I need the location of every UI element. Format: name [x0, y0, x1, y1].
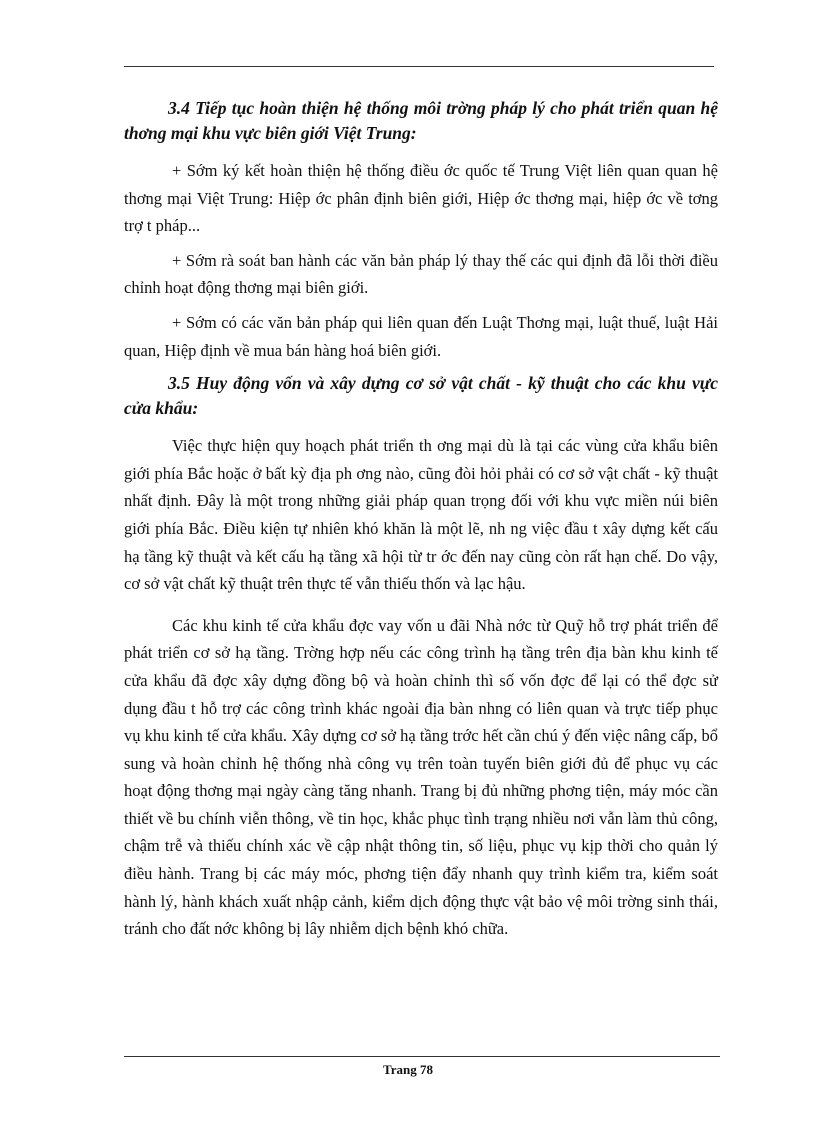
body-paragraph: Việc thực hiện quy hoạch phát triển th ơng mại dù là tại các vùng cửa khẩu biên giới phía Bắc hoặc ở bất kỳ địa ph ơng nào, cũng đòi hỏi phải có cơ sở vật chất - kỹ thuật nhất định. Đây là một trong những giải pháp quan trọng đối với khu vực miền núi biên giới phía Bắc. Điều kiện tự nhiên khó khăn là một lẽ, nh ng việc đầu t xây dựng kết cấu hạ tầng kỹ thuật và kết cấu hạ tầng xã hội từ tr ớc đến nay cũng còn rất hạn chế. Do vậy, cơ sở vật chất kỹ thuật trên thực tế vẫn thiếu thốn và lạc hậu.: [124, 436, 718, 594]
footer-rule: [124, 1056, 720, 1057]
body-paragraph: Các khu kinh tế cửa khẩu đợc vay vốn u đãi Nhà nớc từ Quỹ hỗ trợ phát triển để phát triển cơ sở hạ tầng. Trờng hợp nếu các công trình hạ tầng trên địa bàn khu kinh tế cửa khẩu đã đợc xây dựng đồng bộ và hoàn chỉnh thì số vốn đợc để lại có thể đợc sử dụng đầu t hỗ trợ các công trình khác ngoài địa bàn nhng có liên quan và trực tiếp phục vụ khu kinh tế cửa khẩu. Xây dựng cơ sở hạ tầng trớc hết cần chú ý đến việc nâng cấp, bổ sung và hoàn chỉnh hệ thống nhà công vụ trên toàn tuyến biên giới đủ để phục vụ các hoạt động thơng mại ngày càng tăng nhanh. Trang bị đủ những phơng tiện, máy móc cần thiết về bu chính viễn thông, về tin học, khắc phục tình trạng nhiều nơi vẫn làm thủ công, chậm trễ và thiếu chính xác về cập nhật thông tin, số liệu, phục vụ kịp thời cho quản lý điều hành. Trang bị các máy móc, phơng tiện đẩy nhanh quy trình kiểm tra, kiểm soát hành lý, hành khách xuất nhập cảnh, kiểm dịch động thực vật bảo vệ môi trờng sinh thái, tránh cho đất nớc không bị lây nhiễm dịch bệnh khó chữa.: [124, 615, 718, 939]
list-item: + Sớm rà soát ban hành các văn bản pháp lý thay thế các qui định đã lỗi thời điều chỉnh hoạt động thơng mại biên giới.: [124, 250, 718, 298]
list-item: + Sớm có các văn bản pháp qui liên quan đến Luật Thơng mại, luật thuế, luật Hải quan, Hiệp định về mua bán hàng hoá biên giới.: [124, 312, 718, 360]
list-item: + Sớm ký kết hoàn thiện hệ thống điều ớc quốc tế Trung Việt liên quan quan hệ thơng mại Việt Trung: Hiệp ớc phân định biên giới, Hiệp ớc thơng mại, hiệp ớc về tơng trợ t pháp...: [124, 161, 718, 236]
section-heading-3-4: 3.4 Tiếp tục hoàn thiện hệ thống môi trờng pháp lý cho phát triển quan hệ thơng mại khu vực biên giới Việt Trung:: [124, 98, 718, 143]
section-heading-3-5: 3.5 Huy động vốn và xây dựng cơ sở vật chất - kỹ thuật cho các khu vực cửa khẩu:: [124, 373, 718, 419]
header-rule: [124, 66, 714, 67]
page-body: [124, 96, 718, 950]
page-number: Trang 78: [383, 1062, 433, 1077]
